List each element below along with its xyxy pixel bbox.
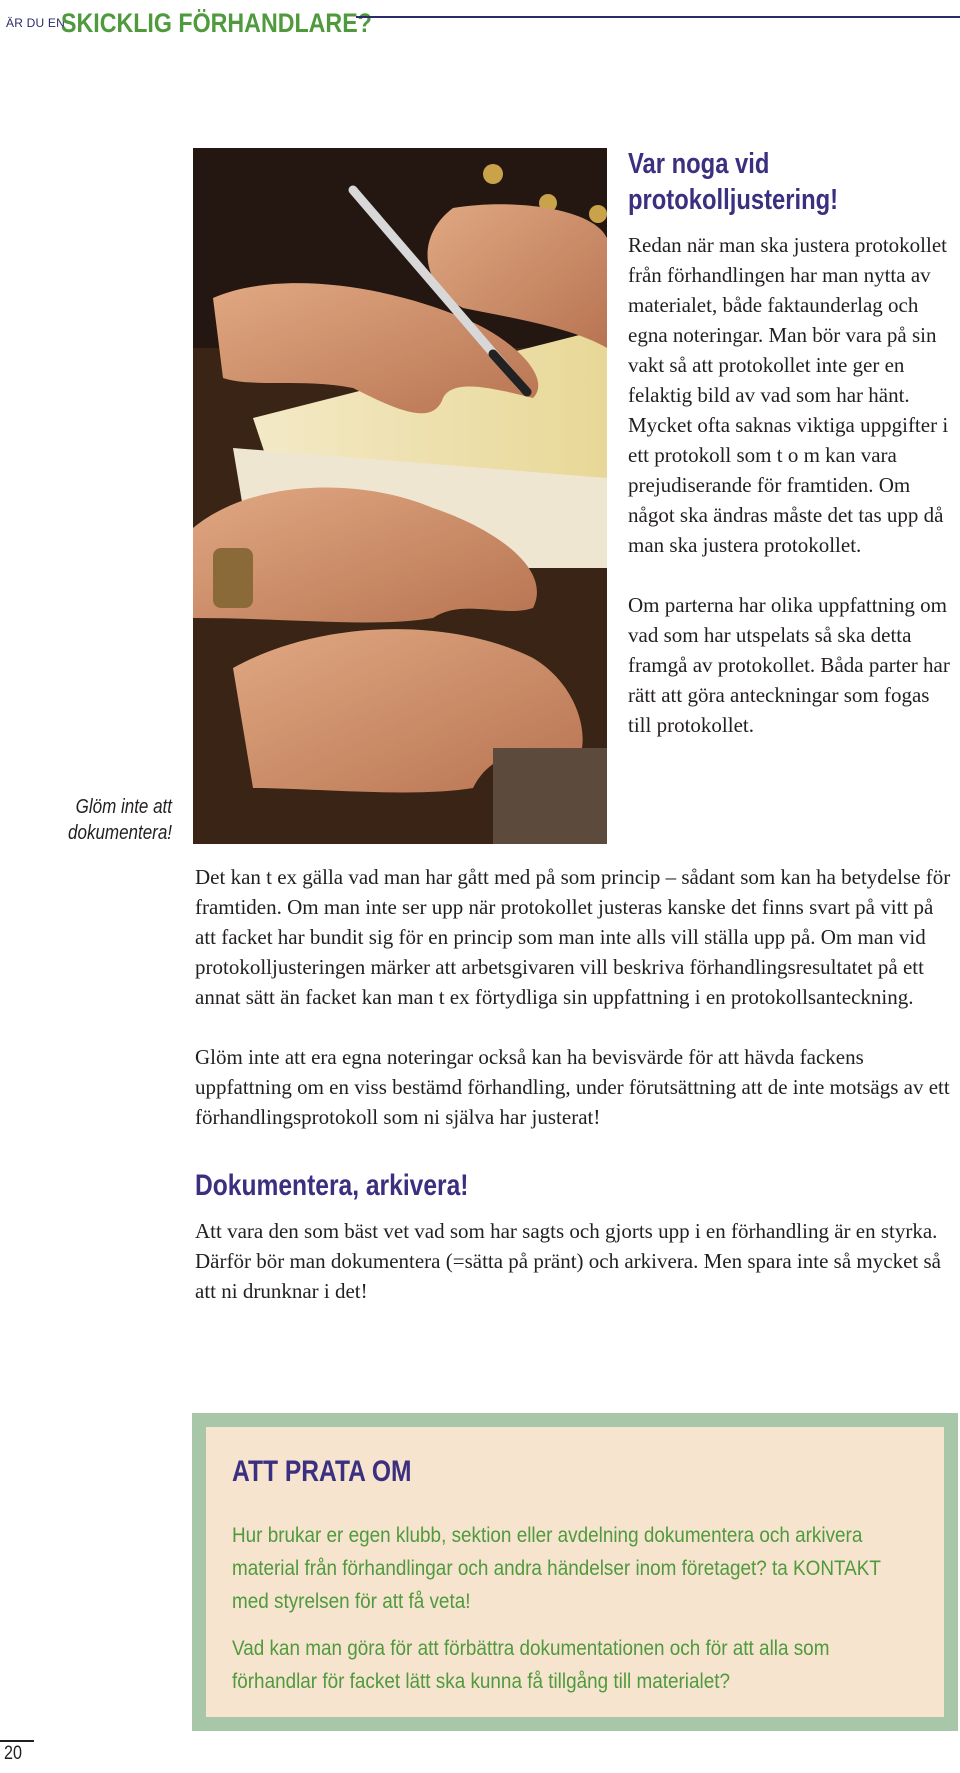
paragraph-justering: Redan när man ska justera protokollet från förhandlingen har man nytta av materialet, både faktaunderlag och egna noteringar. Man bör vara på sin vakt så att protokollet inte ger en felaktig bild av vad som har hänt. Mycket ofta saknas viktiga uppgifter i ett protokoll som t o m kan vara prejudiserande för framtiden. Om något ska ändras måste det tas upp då man ska justera protokollet. [628,233,949,557]
discussion-box-title: ATT PRATA OM [232,1455,412,1488]
margin-note-line-2: dokumentera! [68,822,172,844]
header-kicker: ÄR DU EN [6,16,65,30]
paragraph-olika-uppfattning: Om parterna har olika uppfattning om vad som har utspelats så ska detta framgå av protokollet. Båda parter har rätt att göra anteckningar som fogas till protokollet. [628,593,950,737]
section-heading-line-1: Var noga vid [628,148,770,180]
hands-writing-photo [193,148,607,844]
section-heading-protokoll [628,146,956,218]
paragraph-dokumentera: Att vara den som bäst vet vad som har sagts och gjorts upp i en förhandling är en styrka. Därför bör man dokumentera (=sätta på pränt) och arkivera. Men spara inte så mycket så att ni drunknar i det! [195,1219,941,1303]
photo-illustration [193,148,607,844]
discussion-question-2: Vad kan man göra för att förbättra dokumentationen och för att alla som förhandlar för facket lätt ska kunna få tillgång till materialet? [232,1637,830,1693]
page-number: 20 [4,1743,22,1764]
right-column [628,146,958,740]
header-title: SKICKLIG FÖRHANDLARE? [61,8,372,38]
discussion-question-1: Hur brukar er egen klubb, sektion eller avdelning dokumentera och arkivera material från förhandlingar och andra händelser inom företaget? ta KONTAKT med styrelsen för att få veta! [232,1524,881,1613]
section-heading-dokumentera: Dokumentera, arkivera! [195,1169,469,1202]
margin-note-line-1: Glöm inte att [75,796,172,818]
discussion-box [192,1413,958,1731]
main-text-column [195,862,955,1306]
footer-rule [0,1740,34,1742]
header-rule [356,16,960,18]
paragraph-bevisvarde: Glöm inte att era egna noteringar också kan ha bevisvärde för att hävda fackens uppfattning om en viss bestämd förhandling, under förutsättning att de inte motsägs av ett förhandlingsprotokoll som ni själva har justerat! [195,1045,950,1129]
margin-note [60,794,172,846]
discussion-box-inner [206,1427,944,1717]
paragraph-princip: Det kan t ex gälla vad man har gått med på som princip – sådant som kan ha betydelse för framtiden. Om man inte ser upp när protokollet justeras kanske det finns svart på vitt på att facket har bundit sig för en princip som man inte alls vill ställa upp på. Om man vid protokolljusteringen märker att arbetsgivaren vill beskriva förhandlingsresultatet på ett annat sätt än facket kan man t ex förtydliga sin uppfattning i en protokollsanteckning. [195,865,951,1009]
page-header [6,8,960,44]
section-heading-line-2: protokolljustering! [628,184,839,216]
